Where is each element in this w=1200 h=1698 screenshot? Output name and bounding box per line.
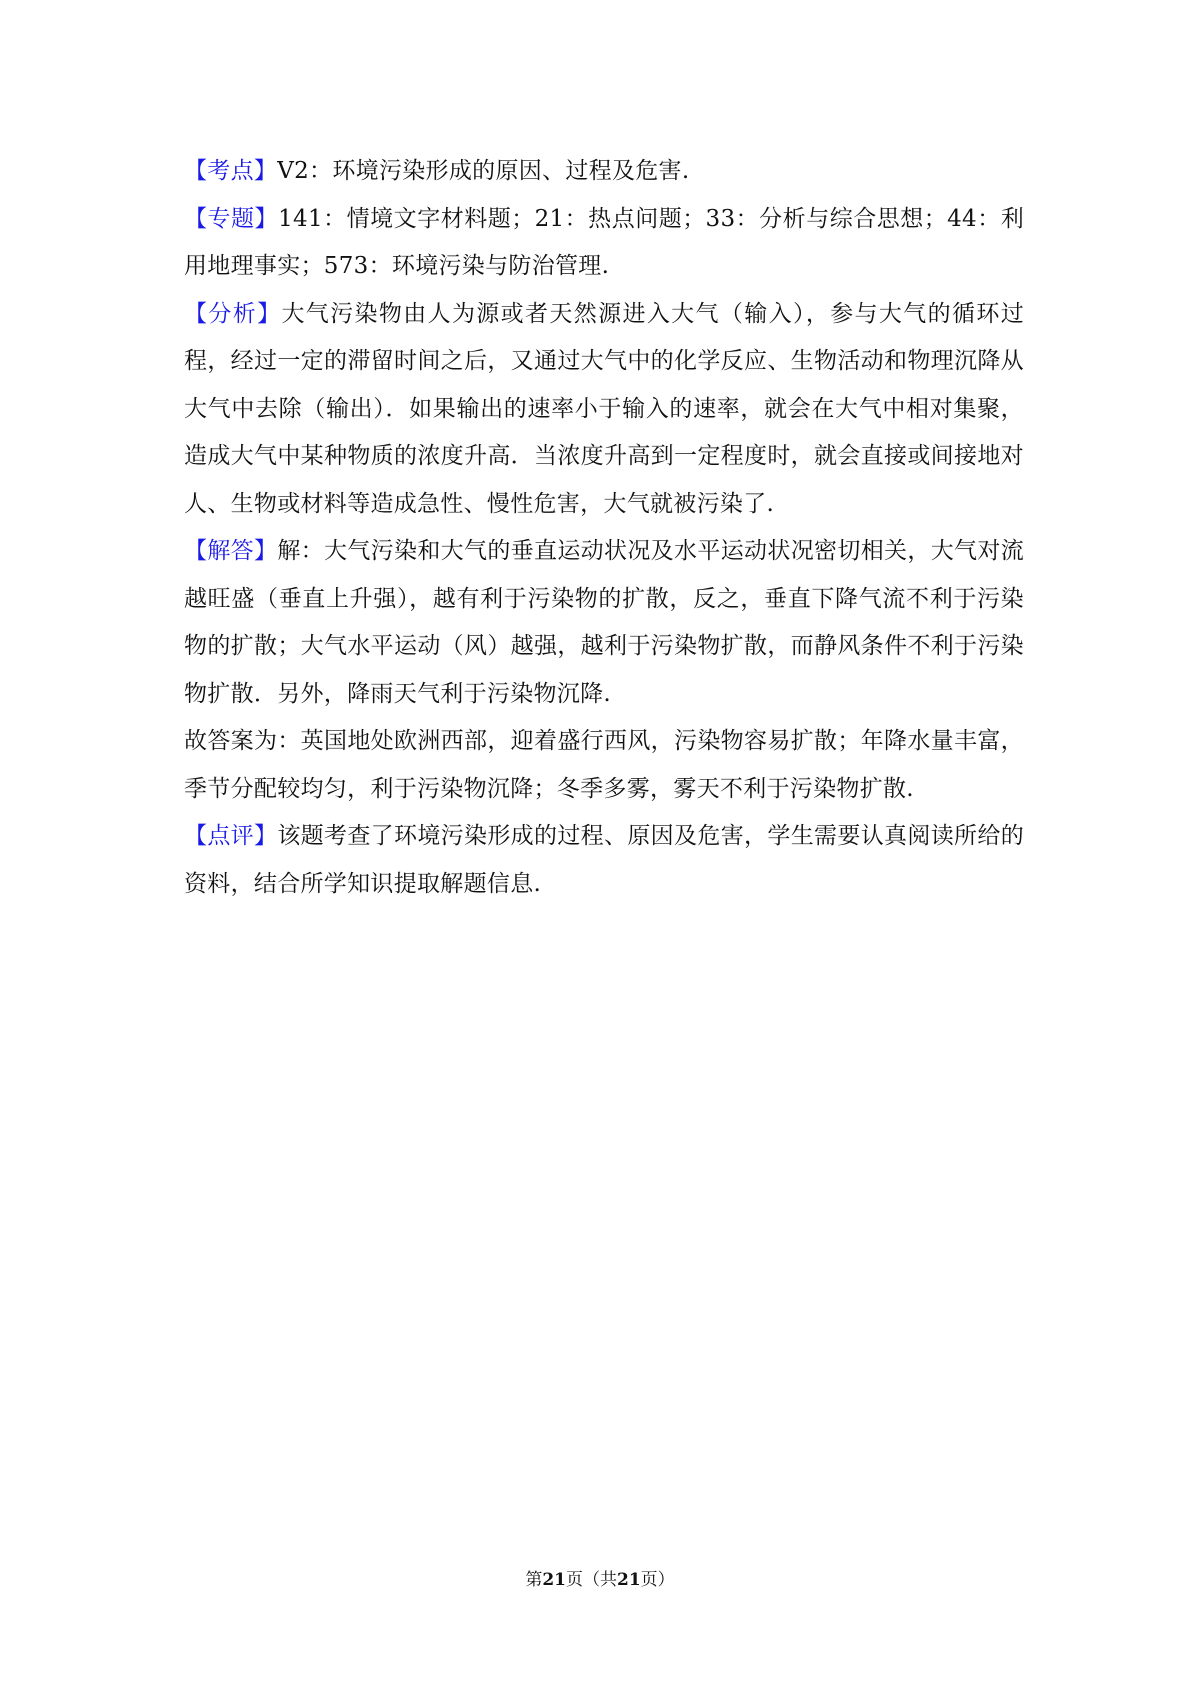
section-text: 故答案为：英国地处欧洲西部，迎着盛行西风，污染物容易扩散；年降水量丰富，季节分配较均匀，利于污染物沉降；冬季多雾，雾天不利于污染物扩散. <box>184 728 1024 802</box>
section-jieda <box>184 528 1024 718</box>
footer-suffix: 页） <box>640 1570 675 1590</box>
section-fenxi <box>184 291 1024 529</box>
footer-middle: 页（共 <box>566 1570 617 1590</box>
section-text: V2：环境污染形成的原因、过程及危害. <box>277 158 690 184</box>
page-number: 21 <box>542 1570 566 1590</box>
footer-prefix: 第 <box>525 1570 543 1590</box>
section-text: 该题考查了环境污染形成的过程、原因及危害，学生需要认真阅读所给的资料，结合所学知识提取解题信息. <box>184 823 1024 897</box>
section-text: 解：大气污染和大气的垂直运动状况及水平运动状况密切相关，大气对流越旺盛（垂直上升强），越有利于污染物的扩散，反之，垂直下降气流不利于污染物的扩散；大气水平运动（风）越强，越利于污染物扩散，而静风条件不利于污染物扩散．另外，降雨天气利于污染物沉降. <box>184 538 1024 707</box>
page-total: 21 <box>617 1570 641 1590</box>
section-tag: 【考点】 <box>184 158 278 184</box>
page-footer <box>0 1568 1200 1592</box>
answer-content <box>184 148 1024 908</box>
section-answer <box>184 718 1024 813</box>
section-tag: 【点评】 <box>184 823 278 849</box>
section-tag: 【解答】 <box>184 538 278 564</box>
section-text: 大气污染物由人为源或者天然源进入大气（输入），参与大气的循环过程，经过一定的滞留时间之后，又通过大气中的化学反应、生物活动和物理沉降从大气中去除（输出）．如果输出的速率小于输入的速率，就会在大气中相对集聚，造成大气中某种物质的浓度升高．当浓度升高到一定程度时，就会直接或间接地对人、生物或材料等造成急性、慢性危害，大气就被污染了. <box>184 300 1024 517</box>
section-dianping <box>184 813 1024 908</box>
section-tag: 【分析】 <box>184 300 282 327</box>
section-text: 141：情境文字材料题；21：热点问题；33：分析与综合思想；44：利用地理事实；573：环境污染与防治管理. <box>184 205 1025 279</box>
section-tag: 【专题】 <box>184 205 279 232</box>
section-zhuanti <box>184 196 1024 291</box>
section-kaodian <box>184 148 1024 196</box>
